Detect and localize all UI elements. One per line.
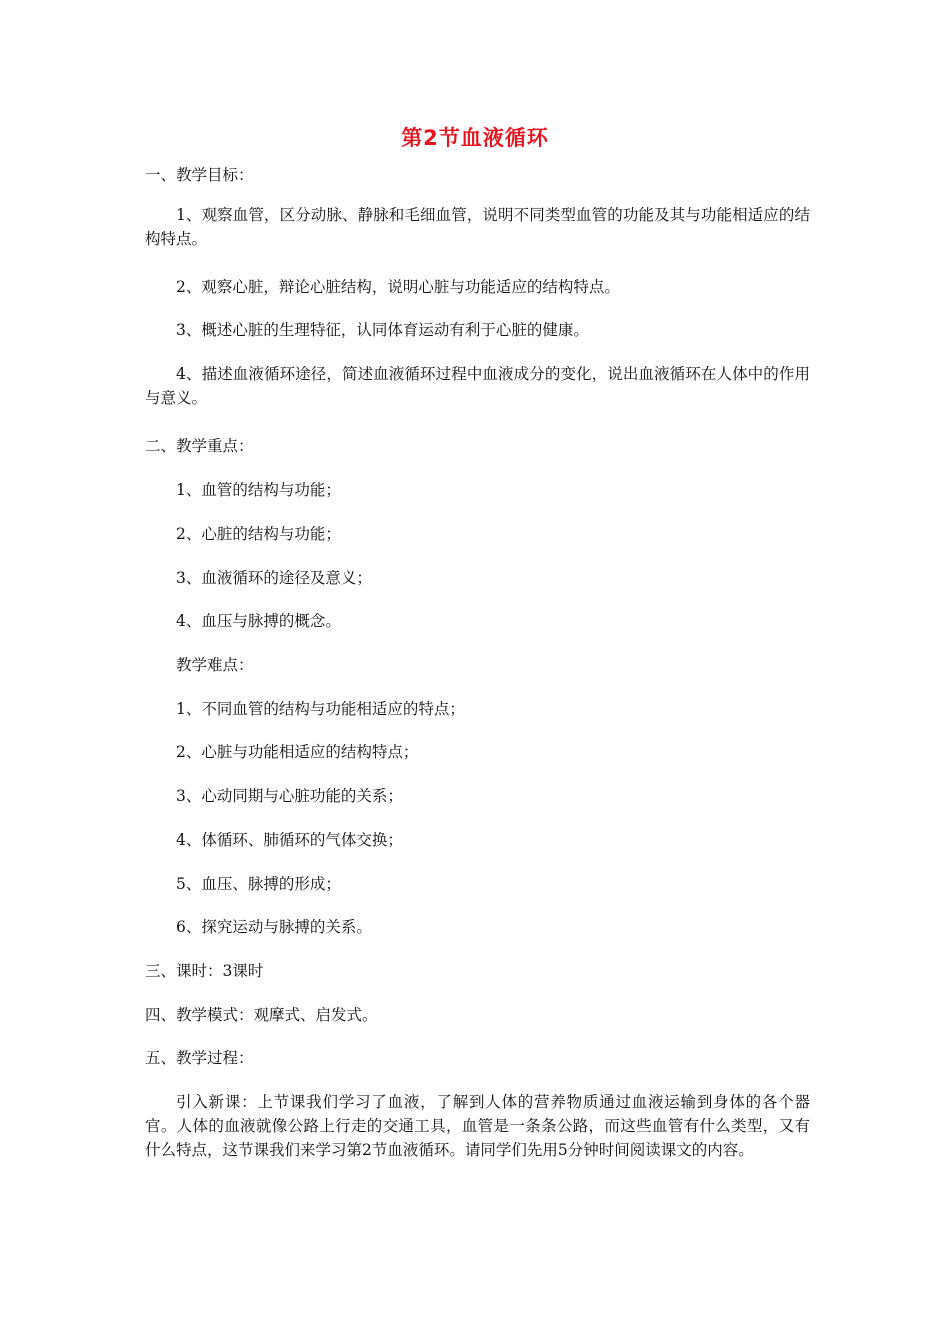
difficulty-item-6: 6、探究运动与脉搏的关系。 (176, 918, 372, 936)
key-point-item-3: 3、血液循环的途径及意义； (176, 569, 372, 587)
teaching-mode: 四、教学模式：观摩式、启发式。 (145, 1006, 378, 1024)
difficulty-item-3: 3、心动同期与心脏功能的关系； (176, 787, 403, 805)
key-point-item-1: 1、血管的结构与功能； (176, 481, 341, 499)
difficulty-item-1: 1、不同血管的结构与功能相适应的特点； (176, 700, 465, 718)
difficulty-item-5: 5、血压、脉搏的形成； (176, 875, 341, 893)
objective-item-2: 2、观察心脏，辩论心脏结构，说明心脏与功能适应的结构特点。 (176, 278, 620, 296)
process-heading: 五、教学过程： (145, 1049, 254, 1067)
key-point-item-4: 4、血压与脉搏的概念。 (176, 612, 341, 630)
difficulties-heading: 教学难点： (176, 656, 254, 674)
objectives-heading: 一、教学目标： (145, 166, 254, 184)
document-title: 第2节血液循环 (401, 126, 549, 150)
key-points-heading: 二、教学重点： (145, 437, 254, 455)
objective-item-1: 1、观察血管，区分动脉、静脉和毛细血管，说明不同类型血管的功能及其与功能相适应的结构特点。 (145, 206, 810, 248)
objective-item-4: 4、描述血液循环途径，简述血液循环过程中血液成分的变化，说出血液循环在人体中的作用与意义。 (145, 365, 810, 407)
difficulty-item-4: 4、体循环、肺循环的气体交换； (176, 831, 403, 849)
objective-item-3: 3、概述心脏的生理特征，认同体育运动有利于心脏的健康。 (176, 321, 589, 339)
class-hours: 三、课时：3课时 (145, 962, 264, 980)
intro-paragraph: 引入新课：上节课我们学习了血液，了解到人体的营养物质通过血液运输到身体的各个器官。人体的血液就像公路上行走的交通工具，血管是一条条公路，而这些血管有什么类型，又有什么特点，这节课我们来学习第2节血液循环。请同学们先用5分钟时间阅读课文的内容。 (145, 1093, 810, 1159)
key-point-item-2: 2、心脏的结构与功能； (176, 525, 341, 543)
difficulty-item-2: 2、心脏与功能相适应的结构特点； (176, 743, 419, 761)
